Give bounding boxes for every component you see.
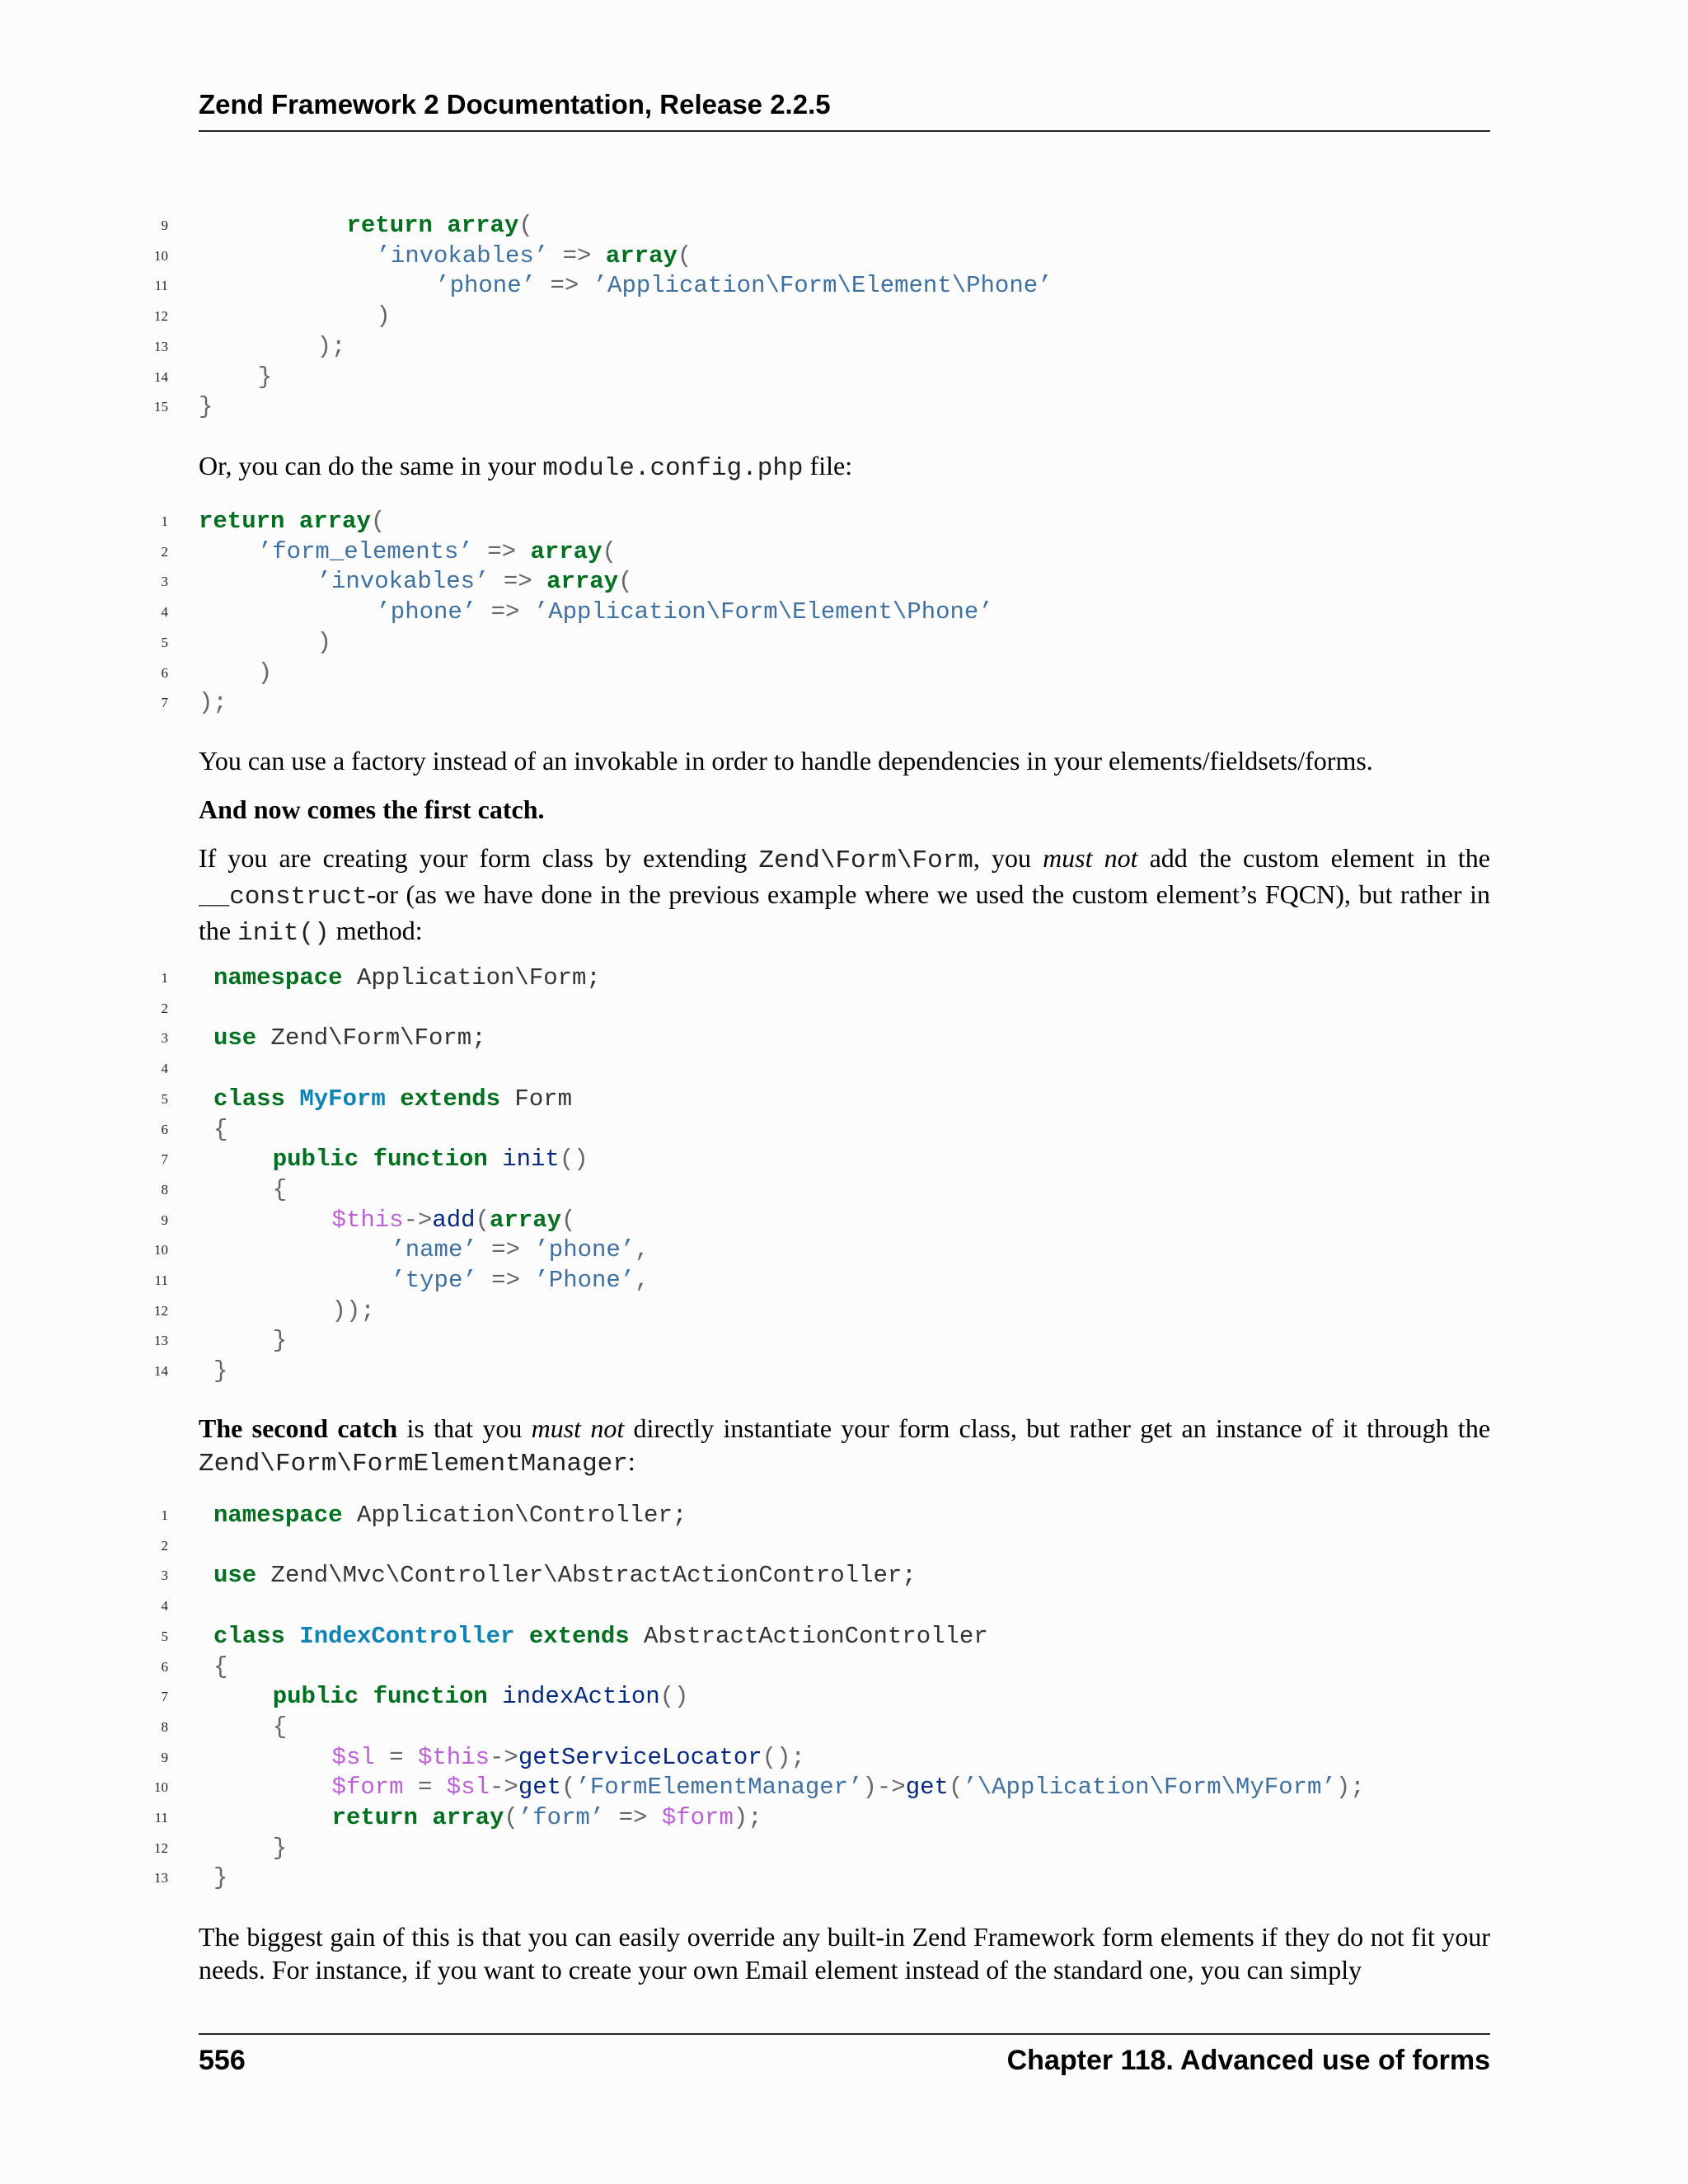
code-token: MyForm (299, 1085, 386, 1113)
paragraph-module-config (199, 449, 1490, 485)
code-token: => (503, 568, 532, 596)
code-text (273, 1144, 588, 1174)
code-line (0, 1742, 1688, 1773)
code-token: return (199, 508, 285, 535)
code-text (376, 301, 390, 331)
code-token: ( (948, 1774, 964, 1802)
code-text (273, 1681, 689, 1712)
code-token: indexAction (502, 1683, 660, 1711)
code-token (604, 1804, 618, 1831)
line-number: 8 (161, 1181, 168, 1197)
code-token (519, 598, 533, 626)
line-number: 11 (154, 278, 168, 294)
line-number: 5 (161, 1628, 168, 1644)
code-token: ( (370, 508, 386, 535)
code-token (375, 1744, 389, 1771)
code-token: ( (475, 1206, 490, 1234)
code-token: => (490, 598, 520, 626)
code-token: $this (331, 1206, 404, 1234)
code-token: ’\Application\Form\MyForm’ (963, 1774, 1336, 1802)
code-token: } (199, 393, 213, 421)
code-token: Zend\Form\Form; (256, 1024, 486, 1052)
code-line (0, 1712, 1688, 1742)
code-token: => (550, 272, 579, 300)
code-text (332, 1205, 576, 1235)
code-line (0, 1084, 1688, 1114)
code-token: ’phone’ (435, 272, 537, 300)
paragraph-second-catch (199, 1412, 1490, 1481)
code-token: ( (618, 568, 633, 596)
document-title: Zend Framework 2 Documentation, Release 2.2.5 (199, 89, 831, 120)
code-token: extends (400, 1085, 501, 1113)
line-number: 10 (154, 1779, 168, 1796)
line-number: 6 (161, 1658, 168, 1675)
code-token: Form (500, 1085, 573, 1113)
code-line (0, 1114, 1688, 1145)
running-footer (199, 2033, 1490, 2077)
code-token: init (502, 1146, 560, 1174)
code-line (0, 391, 1688, 422)
code-token: ) (257, 658, 273, 687)
code-line (0, 1356, 1688, 1386)
line-number: 13 (154, 338, 168, 354)
code-token: ’phone’ (534, 1236, 635, 1264)
code-text (273, 1325, 287, 1356)
code-text (258, 658, 272, 688)
code-line (0, 993, 1688, 1024)
code-token: return (346, 212, 433, 239)
line-number: 4 (161, 1598, 168, 1615)
code-line (0, 1652, 1688, 1682)
code-token: ( (518, 212, 533, 239)
emphasis: must not (1043, 843, 1138, 873)
line-number: 11 (154, 1810, 168, 1825)
code-token: ( (561, 1206, 576, 1234)
code-text (213, 1652, 227, 1682)
code-line (0, 1023, 1688, 1053)
code-token (488, 1146, 502, 1173)
line-number: 7 (161, 695, 168, 711)
paragraph-text: -or (as we have done in the previous example where we used the custom element’s FQCN), but rather in the (199, 879, 1490, 945)
code-line (0, 241, 1688, 271)
code-text (376, 241, 692, 271)
code-line (0, 1500, 1688, 1530)
line-number: 14 (154, 1363, 168, 1380)
code-token (359, 1683, 373, 1710)
code-token: )-> (862, 1774, 906, 1802)
code-token: ); (199, 689, 227, 717)
line-number: 4 (161, 604, 168, 621)
code-text (332, 1772, 1365, 1802)
line-number: 10 (154, 1242, 168, 1258)
code-token: { (213, 1115, 228, 1143)
code-token (473, 538, 487, 565)
code-token: -> (490, 1743, 518, 1771)
code-token: use (213, 1024, 257, 1052)
code-line (0, 1205, 1688, 1235)
code-line (0, 270, 1688, 301)
code-token (477, 1267, 491, 1294)
code-token: } (213, 1357, 228, 1385)
code-token (489, 568, 503, 595)
paragraph-biggest-gain: The biggest gain of this is that you can easily override any built-in Zend Framework form elements if they do not fit your needs. For instance, if you want to create your own Email element instead of the standard one, you can simply (199, 1922, 1490, 1985)
code-line (0, 1560, 1688, 1591)
paragraph-text: add the custom element in the (1137, 843, 1491, 873)
code-token: ’Phone’ (534, 1267, 635, 1294)
code-token: array (490, 1206, 562, 1234)
code-text (391, 1265, 649, 1296)
line-number: 2 (161, 1537, 168, 1554)
code-token: { (272, 1713, 288, 1741)
code-token: array (432, 1804, 504, 1831)
paragraph-first-catch (199, 793, 1490, 826)
code-token (516, 538, 530, 565)
code-token: Application\Form; (342, 964, 601, 991)
line-number: 7 (161, 1151, 168, 1168)
code-token: array (605, 241, 678, 269)
code-text (258, 537, 617, 567)
line-number: 1 (161, 1507, 168, 1523)
paragraph-text: directly instantiate your form class, but rather get an instance of it through the (624, 1413, 1491, 1443)
code-token: namespace (213, 964, 343, 991)
code-token (476, 598, 490, 626)
code-token: ) (376, 302, 391, 330)
code-line (0, 658, 1688, 688)
line-number: 1 (161, 970, 168, 986)
line-number: 14 (154, 368, 168, 385)
code-token: } (272, 1327, 288, 1355)
code-token: ’phone’ (376, 598, 477, 626)
line-number: 5 (161, 1090, 168, 1107)
code-text (317, 627, 331, 658)
code-token: -> (403, 1206, 433, 1234)
paragraph-text: is that you (397, 1413, 532, 1443)
line-number: 12 (154, 308, 168, 325)
emphasis: must not (531, 1413, 625, 1443)
code-line (0, 301, 1688, 331)
line-number: 12 (154, 1302, 168, 1319)
line-number: 9 (161, 1212, 168, 1228)
code-line (0, 1863, 1688, 1893)
code-token: IndexController (299, 1622, 515, 1650)
code-token: ’form’ (518, 1804, 605, 1831)
code-token: -> (490, 1774, 518, 1802)
code-text (332, 1802, 762, 1833)
bold-heading: The second catch (199, 1413, 398, 1443)
code-token: } (257, 363, 273, 391)
code-token: { (213, 1652, 228, 1680)
code-token: array (447, 212, 519, 239)
code-line (0, 1530, 1688, 1561)
code-token: = (417, 1774, 433, 1802)
code-token: => (491, 1267, 520, 1294)
code-token: () (659, 1683, 689, 1711)
paragraph-factory: You can use a factory instead of an invokable in order to handle dependencies in your elements/fieldsets/forms. (199, 746, 1373, 776)
paragraph-text: method: (329, 916, 423, 945)
code-text (213, 1863, 227, 1893)
line-number: 3 (161, 574, 168, 590)
code-token (432, 1774, 446, 1801)
line-number: 1 (161, 513, 168, 529)
line-number: 9 (161, 1749, 168, 1765)
code-line (0, 537, 1688, 567)
code-text (317, 331, 346, 362)
code-text (332, 1742, 805, 1773)
code-text (273, 1712, 287, 1742)
inline-code: module.config.php (542, 454, 804, 483)
page-number: 556 (199, 2045, 246, 2076)
line-number: 2 (161, 543, 168, 560)
code-token: add (432, 1206, 476, 1234)
code-line (0, 1681, 1688, 1712)
code-line (0, 1621, 1688, 1652)
code-line (0, 1265, 1688, 1296)
code-token: } (213, 1864, 228, 1892)
code-token: ’invokables’ (316, 568, 490, 596)
code-token: (); (762, 1743, 805, 1771)
line-number: 4 (161, 1061, 168, 1077)
line-number: 13 (154, 1333, 168, 1349)
code-token: => (562, 241, 592, 269)
code-text (199, 391, 213, 422)
code-token: = (389, 1743, 404, 1771)
code-line (0, 1772, 1688, 1802)
code-token (514, 1623, 528, 1650)
line-number: 6 (161, 1121, 168, 1137)
code-token: AbstractActionController (629, 1622, 988, 1650)
line-number: 9 (161, 218, 168, 233)
code-token: function (373, 1683, 488, 1711)
code-line (0, 1144, 1688, 1174)
code-token: function (373, 1146, 488, 1174)
code-token (359, 1146, 373, 1173)
code-token: $form (331, 1774, 404, 1802)
code-text (213, 1114, 227, 1145)
code-token: class (213, 1085, 285, 1113)
chapter-title: Chapter 118. Advanced use of forms (1006, 2045, 1490, 2076)
paragraph-text: file: (803, 451, 853, 480)
code-token (404, 1774, 418, 1801)
code-line (0, 1802, 1688, 1833)
code-line (0, 1174, 1688, 1205)
line-number: 10 (154, 247, 168, 264)
code-token: $this (417, 1743, 490, 1771)
code-token: return (331, 1804, 418, 1831)
code-token: $sl (446, 1774, 490, 1802)
code-token: ); (1335, 1774, 1365, 1802)
code-token: array (530, 537, 603, 565)
code-text (332, 1296, 375, 1326)
code-token: Application\Controller; (342, 1502, 687, 1529)
code-text (213, 1023, 486, 1053)
code-token: getServiceLocator (518, 1743, 762, 1771)
code-token: public (272, 1683, 359, 1711)
code-token (404, 1744, 418, 1771)
code-token (532, 568, 546, 595)
code-token: ) (316, 628, 331, 656)
code-line (0, 566, 1688, 597)
code-line (0, 331, 1688, 362)
code-token: ); (316, 332, 346, 360)
code-token: ’form_elements’ (257, 537, 473, 565)
code-token: class (213, 1622, 285, 1650)
code-token: () (559, 1146, 588, 1174)
code-token (591, 242, 605, 269)
code-token: get (905, 1774, 949, 1802)
code-token (488, 1683, 502, 1710)
code-token: ’type’ (391, 1267, 477, 1294)
line-number: 3 (161, 1568, 168, 1584)
code-token: array (298, 508, 371, 535)
inline-code: init() (237, 919, 330, 948)
code-token (579, 272, 593, 299)
code-token: => (487, 537, 517, 565)
code-token: get (518, 1774, 562, 1802)
code-token (284, 508, 298, 535)
code-token (433, 212, 447, 239)
code-text (273, 1174, 287, 1205)
code-text (258, 362, 272, 392)
paragraph-text: : (627, 1446, 635, 1476)
code-token: ’name’ (391, 1236, 477, 1264)
code-text (213, 1560, 917, 1591)
code-token: => (618, 1804, 648, 1831)
code-text (213, 1621, 988, 1652)
inline-code: Zend\Form\FormElementManager (199, 1450, 628, 1479)
code-text (391, 1235, 649, 1265)
code-text (199, 506, 385, 537)
code-token: ’invokables’ (376, 241, 549, 269)
code-token (477, 1236, 491, 1263)
paragraph-text: , you (973, 843, 1043, 873)
paragraph-extending-form (199, 841, 1490, 950)
code-text (213, 1356, 227, 1386)
running-header (199, 89, 1490, 132)
code-token: extends (528, 1622, 630, 1650)
paragraph-text: If you are creating your form class by extending (199, 843, 759, 873)
code-line (0, 1833, 1688, 1863)
line-number: 13 (154, 1870, 168, 1886)
code-text (347, 210, 533, 241)
line-number: 3 (161, 1030, 168, 1047)
code-token: $form (661, 1804, 734, 1831)
code-token: ’Application\Form\Element\Phone’ (593, 272, 1053, 300)
line-number: 8 (161, 1718, 168, 1735)
code-token: ( (677, 241, 692, 269)
code-token: $sl (331, 1743, 375, 1771)
line-number: 15 (154, 399, 168, 415)
code-token: { (272, 1175, 288, 1203)
code-token (647, 1804, 661, 1831)
code-line (0, 1591, 1688, 1621)
code-token (548, 242, 562, 269)
code-line (0, 506, 1688, 537)
code-token (536, 272, 550, 299)
code-token (285, 1085, 299, 1113)
code-token (285, 1623, 299, 1650)
code-token (520, 1267, 534, 1294)
line-number: 6 (161, 664, 168, 681)
code-line (0, 1325, 1688, 1356)
code-text (199, 687, 227, 718)
code-token: , (635, 1236, 649, 1264)
code-text (213, 1500, 687, 1530)
code-text (213, 1084, 572, 1114)
code-token (386, 1085, 400, 1113)
code-token (418, 1804, 432, 1831)
code-line (0, 1235, 1688, 1265)
code-text (273, 1833, 287, 1863)
code-token: } (272, 1834, 288, 1862)
code-token: , (635, 1267, 649, 1294)
code-token: ’FormElementManager’ (575, 1774, 863, 1802)
inline-code: __construct (199, 883, 368, 912)
code-token: ’Application\Form\Element\Phone’ (533, 598, 993, 626)
code-line (0, 627, 1688, 658)
code-line (0, 687, 1688, 718)
code-line (0, 597, 1688, 627)
code-token: array (546, 568, 619, 596)
paragraph-text: Or, you can do the same in your (199, 451, 543, 480)
code-text (376, 597, 992, 627)
code-token (520, 1236, 534, 1263)
code-token: ( (602, 537, 617, 565)
inline-code: Zend\Form\Form (758, 846, 973, 875)
line-number: 2 (161, 1000, 168, 1016)
bold-heading: And now comes the first catch. (199, 794, 545, 824)
code-token: ( (561, 1774, 576, 1802)
line-number: 7 (161, 1689, 168, 1705)
line-number: 5 (161, 634, 168, 650)
code-text (213, 963, 601, 993)
code-line (0, 963, 1688, 993)
code-line (0, 362, 1688, 392)
code-token: public (272, 1146, 359, 1174)
code-token: namespace (213, 1502, 343, 1529)
code-token: use (213, 1562, 257, 1590)
code-token: ( (504, 1804, 518, 1831)
line-number: 11 (154, 1272, 168, 1288)
code-token: ); (733, 1804, 762, 1831)
code-token: => (491, 1236, 520, 1264)
line-number: 12 (154, 1840, 168, 1856)
code-line (0, 210, 1688, 241)
code-text (317, 566, 633, 597)
code-line (0, 1296, 1688, 1326)
code-token: )); (331, 1296, 375, 1324)
code-token: Zend\Mvc\Controller\AbstractActionController; (256, 1562, 917, 1590)
code-text (435, 270, 1052, 301)
code-line (0, 1053, 1688, 1084)
